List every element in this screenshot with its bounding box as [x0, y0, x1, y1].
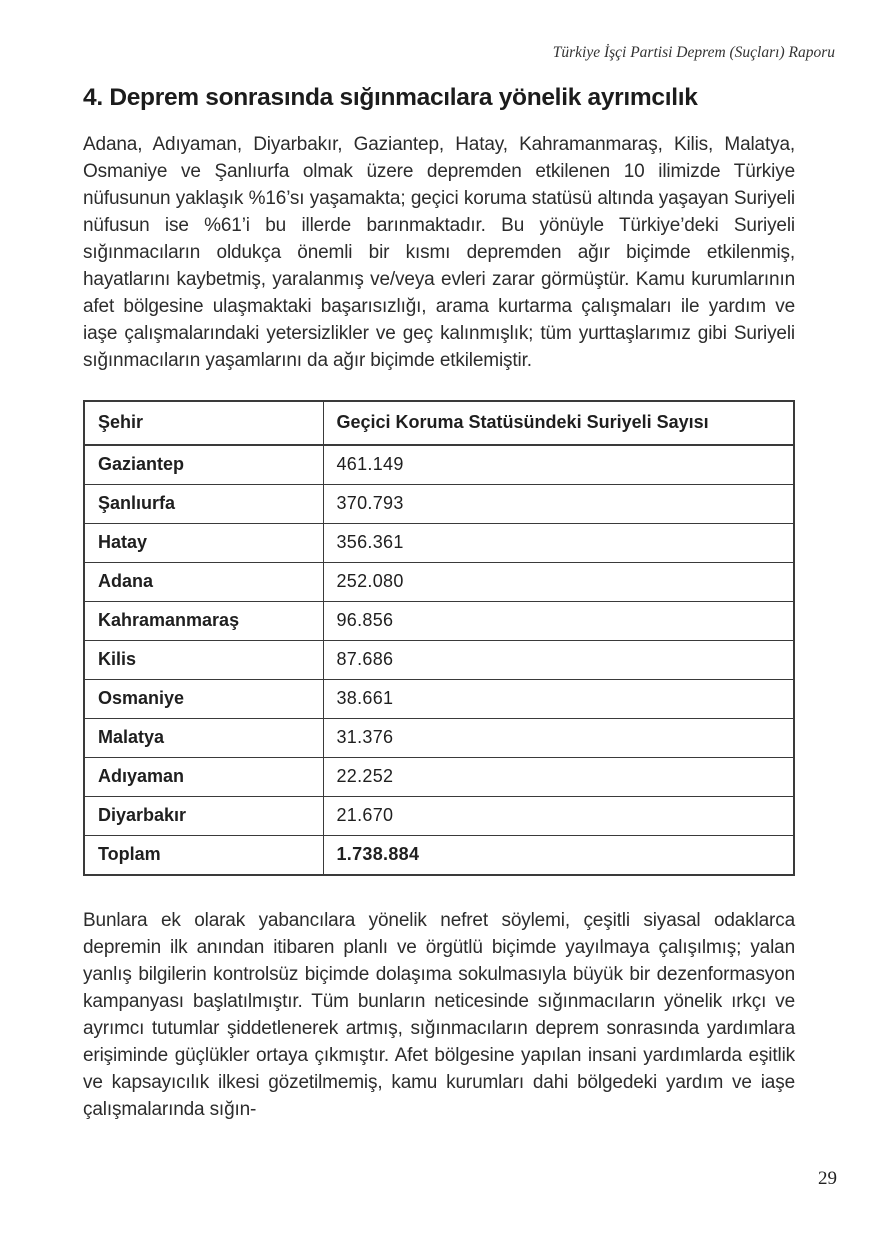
- table-row: [84, 524, 794, 563]
- city-count: 21.670: [323, 797, 794, 836]
- city-count: 96.856: [323, 602, 794, 641]
- city-count: 87.686: [323, 641, 794, 680]
- after-table-paragraph: Bunlara ek olarak yabancılara yönelik nefret söylemi, çeşitli siyasal odaklarca depremin ilk anından itibaren planlı ve örgütlü biçimde yayılmaya çalışılmış; yalan yanlış bilgilerin kontrolsüz biçimde dolaşıma sokulmasıyla büyük bir dezenformasyon kampanyası başlatılmıştır. Tüm bunların neticesinde sığınmacıların yönelik ırkçı ve ayrımcı tutumlar şiddetlenerek artmış, sığınmacıların deprem sonrasında yardımlara erişiminde güçlükler ortaya çıkmıştır. Afet bölgesine yapılan insani yardımlarda eşitlik ve kapsayıcılık ilkesi gözetilmemiş, kamu kurumları dahi bölgedeki yardım ve iaşe çalışmalarında sığın-: [83, 910, 795, 1120]
- city-name: Osmaniye: [84, 680, 323, 719]
- table-row: [84, 445, 794, 485]
- page-content: [83, 84, 795, 1123]
- city-count: 31.376: [323, 719, 794, 758]
- report-running-head: Türkiye İşçi Partisi Deprem (Suçları) Raporu: [552, 44, 835, 61]
- city-name: Diyarbakır: [84, 797, 323, 836]
- city-count: 370.793: [323, 485, 794, 524]
- table-row: [84, 641, 794, 680]
- total-label: Toplam: [84, 836, 323, 876]
- city-name: Adana: [84, 563, 323, 602]
- city-count: 38.661: [323, 680, 794, 719]
- city-name: Şanlıurfa: [84, 485, 323, 524]
- city-count: 252.080: [323, 563, 794, 602]
- table-row: [84, 680, 794, 719]
- city-name: Kilis: [84, 641, 323, 680]
- intro-paragraph: Adana, Adıyaman, Diyarbakır, Gaziantep, Hatay, Kahramanmaraş, Kilis, Malatya, Osmaniye ve Şanlıurfa olmak üzere depremden etkilenen 10 ilimizde Türkiye nüfusunun yaklaşık %16’sı yaşamakta; geçici koruma statüsü altında yaşayan Suriyeli nüfusun ise %61’i bu illerde barınmaktadır. Bu yönüyle Türkiye’deki Suriyeli sığınmacıların oldukça önemli bir kısmı depremden ağır biçimde etkilenmiş, hayatlarını kaybetmiş, yaralanmış ve/veya evleri zarar görmüştür. Kamu kurumlarının afet bölgesine ulaşmaktaki başarısızlığı, arama kurtarma çalışmaları ile yardım ve iaşe çalışmalarındaki yetersizlikler ve geç kalınmışlık; tüm yurttaşlarımız gibi Suriyeli sığınmacıların yaşamlarını da ağır biçimde etkilemiştir.: [83, 134, 795, 371]
- column-header-city: Şehir: [84, 401, 323, 445]
- city-name: Malatya: [84, 719, 323, 758]
- table-row: [84, 485, 794, 524]
- table-total-row: [84, 836, 794, 876]
- total-value: 1.738.884: [323, 836, 794, 876]
- table-header-row: [84, 401, 794, 445]
- city-name: Adıyaman: [84, 758, 323, 797]
- section-heading: 4. Deprem sonrasında sığınmacılara yönelik ayrımcılık: [83, 84, 698, 111]
- table-row: [84, 758, 794, 797]
- table-row: [84, 602, 794, 641]
- table-row: [84, 563, 794, 602]
- column-header-count: Geçici Koruma Statüsündeki Suriyeli Sayısı: [323, 401, 794, 445]
- city-name: Kahramanmaraş: [84, 602, 323, 641]
- city-name: Hatay: [84, 524, 323, 563]
- city-count: 22.252: [323, 758, 794, 797]
- city-count: 461.149: [323, 445, 794, 485]
- city-name: Gaziantep: [84, 445, 323, 485]
- city-count: 356.361: [323, 524, 794, 563]
- syrian-population-table: [83, 400, 795, 876]
- table-row: [84, 797, 794, 836]
- page-number: 29: [818, 1168, 837, 1189]
- table-row: [84, 719, 794, 758]
